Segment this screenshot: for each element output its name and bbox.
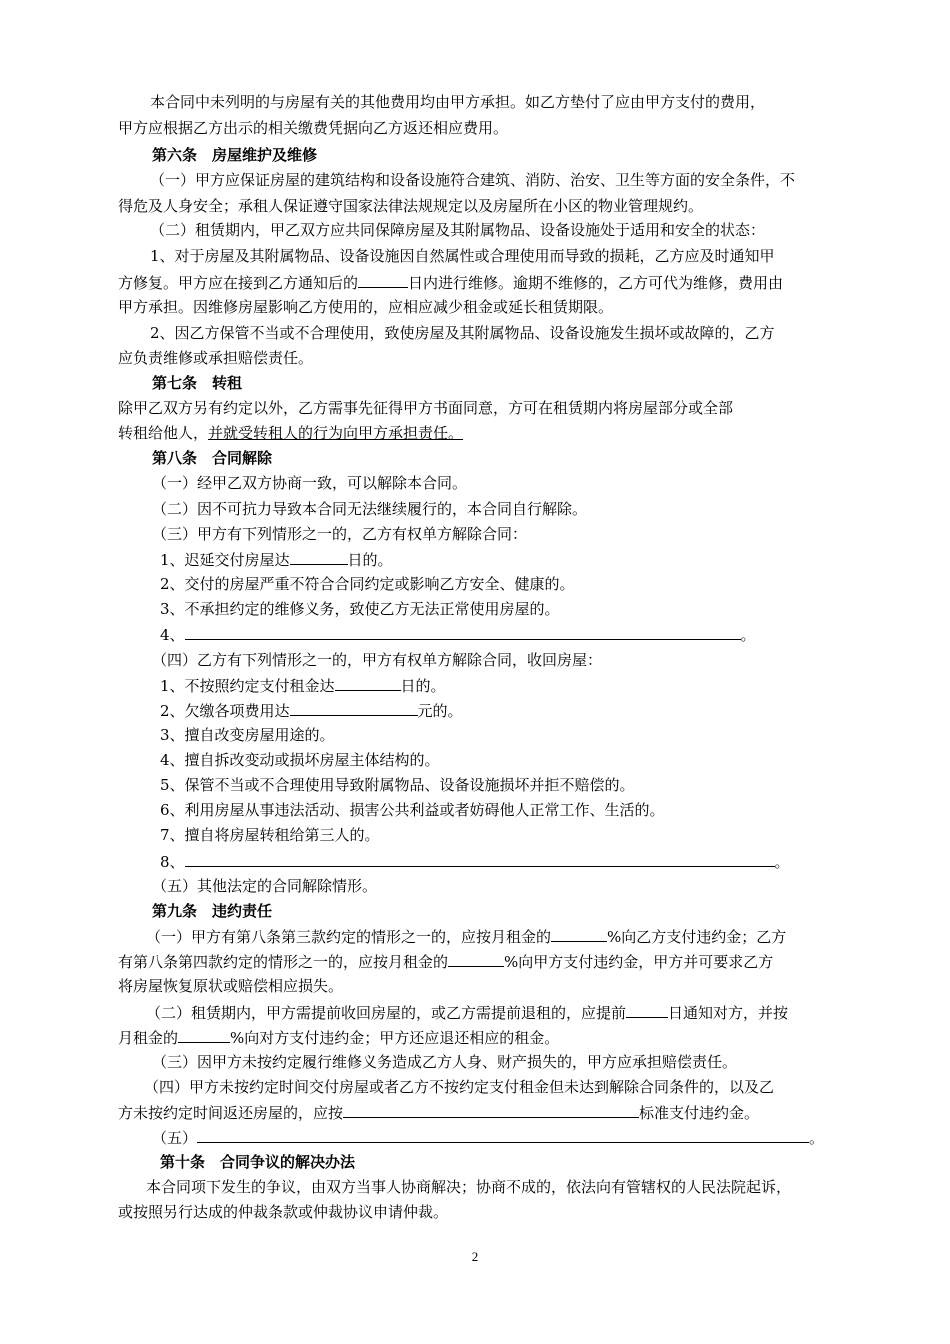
paragraph-line: 甲方承担。因维修房屋影响乙方使用的，应相应减少租金或延长租赁期限。 [118, 298, 614, 316]
text-segment: （一）甲方有第八条第三款约定的情形之一的，应按月租金的 [146, 928, 552, 946]
text-segment: %向甲方支付违约金，甲方并可要求乙方 [504, 953, 774, 971]
paragraph-line: （二）因不可抗力导致本合同无法继续履行的，本合同自行解除。 [152, 500, 588, 518]
paragraph-line [160, 549, 880, 570]
text-segment: 4、 [160, 626, 185, 644]
paragraph-line [152, 1127, 872, 1148]
section-heading-7: 第七条 转租 [152, 374, 243, 392]
fill-in-blank[interactable] [178, 1027, 230, 1043]
paragraph-line: 7、擅自将房屋转租给第三人的。 [160, 826, 380, 844]
fill-in-blank[interactable] [197, 1127, 809, 1143]
paragraph-line: （二）租赁期内，甲乙双方应共同保障房屋及其附属物品、设备设施处于适用和安全的状态： [150, 221, 766, 239]
text-segment: 8、 [160, 853, 185, 871]
fill-in-blank[interactable] [448, 951, 504, 967]
paragraph-line: 4、擅自拆改变动或损坏房屋主体结构的。 [160, 751, 440, 769]
paragraph-line [146, 926, 866, 947]
text-segment: 1、迟延交付房屋达 [160, 551, 290, 569]
text-segment: %向对方支付违约金；甲方还应退还相应的租金。 [230, 1029, 560, 1047]
text-segment: 转租给他人， [118, 424, 209, 442]
paragraph-line [160, 624, 880, 645]
paragraph-line: 本合同项下发生的争议，由双方当事人协商解决；协商不成的，依法向有管辖权的人民法院起诉， [146, 1178, 792, 1196]
text-segment: %向乙方支付违约金；乙方 [607, 928, 787, 946]
fill-in-blank[interactable] [185, 624, 741, 640]
paragraph-line [160, 675, 880, 696]
section-heading-6: 第六条 房屋维护及维修 [152, 146, 318, 164]
fill-in-blank[interactable] [551, 926, 607, 942]
paragraph-line: （一）经甲乙双方协商一致，可以解除本合同。 [152, 474, 468, 492]
paragraph-line: 本合同中未列明的与房屋有关的其他费用均由甲方承担。如乙方垫付了应由甲方支付的费用， [150, 93, 766, 111]
fill-in-blank[interactable] [290, 549, 348, 565]
text-segment: 。 [809, 1129, 825, 1147]
fill-in-blank[interactable] [335, 675, 401, 691]
paragraph-line: 将房屋恢复原状或赔偿相应损失。 [118, 977, 344, 995]
paragraph-line: 除甲乙双方另有约定以外，乙方需事先征得甲方书面同意，方可在租赁期内将房屋部分或全部 [118, 399, 734, 417]
paragraph-line: 6、利用房屋从事违法活动、损害公共利益或者妨碍他人正常工作、生活的。 [160, 801, 665, 819]
paragraph-line: （三）因甲方未按约定履行维修义务造成乙方人身、财产损失的，甲方应承担赔偿责任。 [152, 1053, 738, 1071]
paragraph-line: 2、因乙方保管不当或不合理使用，致使房屋及其附属物品、设备设施发生损坏或故障的，乙方 [150, 324, 775, 342]
text-segment: 方未按约定时间返还房屋的，应按 [118, 1104, 344, 1122]
section-heading-8: 第八条 合同解除 [152, 449, 273, 467]
paragraph-line: （四）乙方有下列情形之一的，甲方有权单方解除合同，收回房屋： [152, 651, 603, 669]
paragraph-line: （三）甲方有下列情形之一的，乙方有权单方解除合同： [152, 525, 528, 543]
paragraph-line: （四）甲方未按约定时间交付房屋或者乙方不按约定支付租金但未达到解除合同条件的，以及乙 [144, 1078, 775, 1096]
paragraph-line [118, 272, 838, 293]
text-segment: 方修复。甲方应在接到乙方通知后的 [118, 274, 359, 292]
paragraph-line [118, 423, 838, 443]
section-heading-9: 第九条 违约责任 [152, 902, 273, 920]
text-segment: （五） [152, 1129, 198, 1147]
paragraph-line: （一）甲方应保证房屋的建筑结构和设备设施符合建筑、消防、治安、卫生等方面的安全条件，不 [150, 171, 796, 189]
text-segment: （二）租赁期内，甲方需提前收回房屋的，或乙方需提前退租的，应提前 [146, 1004, 627, 1022]
text-segment: 日通知对方，并按 [668, 1004, 789, 1022]
text-segment: 日的。 [400, 677, 446, 695]
text-segment: 。 [740, 626, 756, 644]
paragraph-line: 3、擅自改变房屋用途的。 [160, 726, 335, 744]
fill-in-blank[interactable] [185, 851, 775, 867]
text-segment: 日内进行维修。逾期不维修的，乙方可代为维修，费用由 [408, 274, 784, 292]
paragraph-line: 3、不承担约定的维修义务，致使乙方无法正常使用房屋的。 [160, 600, 560, 618]
section-heading-10: 第十条 合同争议的解决办法 [160, 1153, 356, 1171]
text-segment: 标准支付违约金。 [639, 1104, 760, 1122]
text-segment: 元的。 [417, 702, 463, 720]
paragraph-line: 或按照另行达成的仲裁条款或仲裁协议申请仲裁。 [118, 1203, 449, 1221]
paragraph-line: 甲方应根据乙方出示的相关缴费凭据向乙方返还相应费用。 [118, 119, 509, 137]
paragraph-line [160, 851, 880, 872]
fill-in-blank[interactable] [343, 1102, 639, 1118]
paragraph-line [160, 700, 880, 721]
fill-in-blank[interactable] [358, 272, 408, 288]
paragraph-line [118, 1027, 838, 1048]
paragraph-line: 1、对于房屋及其附属物品、设备设施因自然属性或合理使用而导致的损耗，乙方应及时通知甲 [150, 247, 775, 265]
paragraph-line [146, 1002, 866, 1023]
paragraph-line: 5、保管不当或不合理使用导致附属物品、设备设施损坏并拒不赔偿的。 [160, 776, 635, 794]
underlined-text: 并就受转租人的行为向甲方承担责任。 [208, 424, 464, 442]
text-segment: 2、欠缴各项费用达 [160, 702, 290, 720]
text-segment: 月租金的 [118, 1029, 179, 1047]
text-segment: 日的。 [347, 551, 393, 569]
paragraph-line: （五）其他法定的合同解除情形。 [152, 877, 378, 895]
text-segment: 1、不按照约定支付租金达 [160, 677, 335, 695]
paragraph-line: 得危及人身安全；承租人保证遵守国家法律法规规定以及房屋所在小区的物业管理规约。 [118, 197, 704, 215]
page-number: 2 [471, 1249, 479, 1264]
paragraph-line: 2、交付的房屋严重不符合合同约定或影响乙方安全、健康的。 [160, 575, 575, 593]
text-segment: 有第八条第四款约定的情形之一的，应按月租金的 [118, 953, 449, 971]
paragraph-line: 应负责维修或承担赔偿责任。 [118, 349, 314, 367]
paragraph-line [118, 1102, 838, 1123]
fill-in-blank[interactable] [626, 1002, 668, 1018]
paragraph-line [118, 951, 838, 972]
text-segment: 。 [774, 853, 790, 871]
fill-in-blank[interactable] [290, 700, 418, 716]
